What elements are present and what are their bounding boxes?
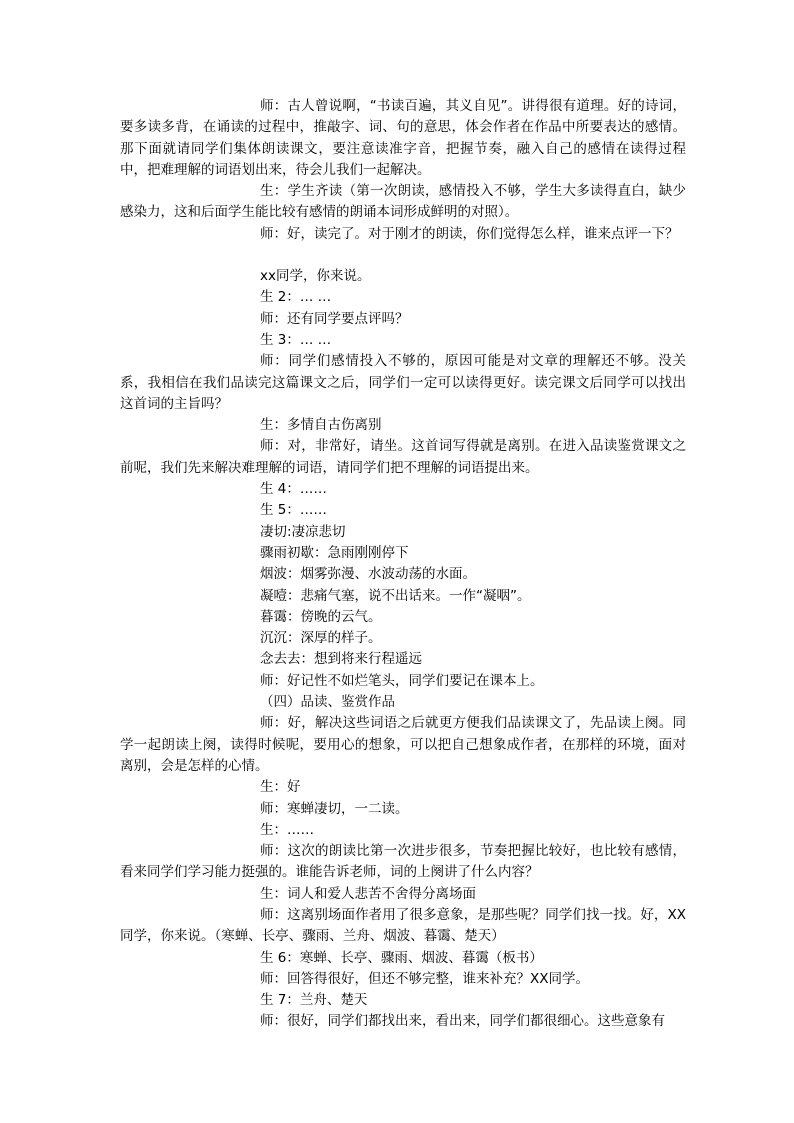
document-body [120, 96, 686, 1033]
paragraph: 师：好，读完了。对于刚才的朗读，你们觉得怎么样，谁来点评一下？ [260, 225, 679, 242]
paragraph: 师：好，解决这些词语之后就更方便我们品读课文了，先品读上阕。同学一起朗读上阕，读得时候呢，要用心的想象，可以把自己想象成作者，在那样的环境，面对离别，会是怎样的心情。 [120, 715, 686, 774]
paragraph: 生 3：… … [260, 331, 332, 348]
paragraph: 师：这次的朗读比第一次进步很多，节奏把握比较好，也比较有感情，看来同学们学习能力挺强的。谁能告诉老师，词的上阕讲了什么内容？ [120, 843, 686, 881]
paragraph: 生 4：…… [260, 481, 327, 498]
paragraph: 师：这离别场面作者用了很多意象，是那些呢？同学们找一找。好，XX同学，你来说。（寒蝉、长亭、骤雨、兰舟、烟波、暮霭、楚天） [120, 906, 686, 945]
paragraph: 师：寒蝉凄切，一二读。 [260, 800, 409, 817]
paragraph: 生 5：…… [260, 502, 327, 519]
paragraph: 生：学生齐读（第一次朗读，感情投入不够，学生大多读得直白，缺少感染力，这和后面学生能比较有感情的朗诵本词形成鲜明的对照）。 [120, 183, 686, 221]
paragraph: 师：还有同学要点评吗？ [260, 310, 409, 327]
paragraph: 师：很好，同学们都找出来，看出来，同学们都很细心。这些意象有 [260, 1013, 665, 1030]
paragraph: 沉沉：深厚的样子。 [260, 630, 382, 647]
paragraph: 生 2：… … [260, 289, 332, 306]
paragraph: 师：好记性不如烂笔头，同学们要记在课本上。 [260, 672, 544, 689]
paragraph: 生：…… [260, 821, 314, 838]
paragraph: 烟波：烟雾弥漫、水波动荡的水面。 [260, 566, 476, 583]
paragraph: （四）品读、鉴赏作品 [260, 694, 395, 711]
paragraph: 生：多情自古伤离别 [260, 417, 382, 434]
paragraph: 凄切:凄凉悲切 [260, 523, 346, 540]
paragraph: 师：对，非常好，请坐。这首词写得就是离别。在进入品读鉴赏课文之前呢，我们先来解决难理解的词语，请同学们把不理解的词语提出来。 [120, 438, 686, 476]
blank-line [120, 245, 686, 266]
paragraph: 念去去：想到将来行程遥远 [260, 651, 422, 668]
paragraph: xx同学，你来说。 [260, 268, 371, 285]
paragraph: 师：古人曾说啊，“书读百遍，其义自见”。讲得很有道理。好的诗词，要多读多背，在诵读的过程中，推敲字、词、句的意思，体会作者在作品中所要表达的感情。那下面就请同学们集体朗读课文，要注意读准字音，把握节奏，融入自己的感情在读得过程中，把难理解的词语划出来，待会儿我们一起解决。 [120, 98, 686, 178]
paragraph: 生 7：兰舟、楚天 [260, 992, 368, 1009]
paragraph: 生 6：寒蝉、长亭、骤雨、烟波、暮霭（板书） [260, 949, 543, 966]
paragraph: 骤雨初歇：急雨刚刚停下 [260, 544, 409, 561]
paragraph: 暮霭：傍晚的云气。 [260, 608, 382, 625]
paragraph: 师：回答得很好，但还不够完整，谁来补充？XX同学。 [260, 970, 589, 987]
paragraph: 生：好 [260, 779, 301, 796]
paragraph: 凝噎：悲痛气塞，说不出话来。一作“凝咽”。 [260, 587, 531, 604]
paragraph: 生：词人和爱人悲苦不舍得分离场面 [260, 885, 476, 902]
paragraph: 师：同学们感情投入不够的，原因可能是对文章的理解还不够。没关系，我相信在我们品读完这篇课文之后，同学们一定可以读得更好。读完课文后同学可以找出这首词的主旨吗？ [120, 353, 686, 412]
